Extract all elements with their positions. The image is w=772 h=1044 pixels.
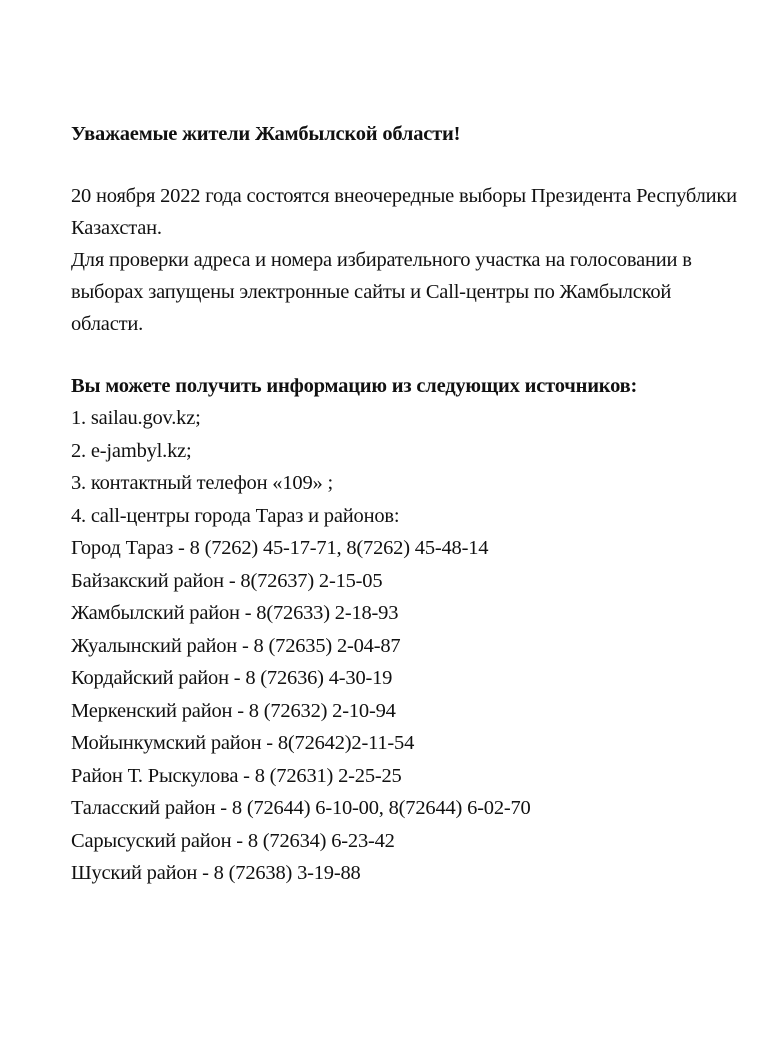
source-item: 3. контактный телефон «109» ; [71,472,333,494]
greeting-heading: Уважаемые жители Жамбылской области! [71,123,461,145]
sources-heading: Вы можете получить информацию из следующих источников: [71,375,638,397]
announcement-body [71,118,741,890]
spacer [71,340,741,370]
contacts-list [71,532,741,890]
contact-item: Город Тараз - 8 (7262) 45-17-71, 8(7262) 45-48-14 [71,537,489,559]
source-item: 1. sailau.gov.kz; [71,407,201,429]
spacer [71,150,741,180]
intro-line: области. [71,313,144,335]
contact-item: Сарысуский район - 8 (72634) 6-23-42 [71,829,395,852]
sources-list [71,402,741,532]
contact-item: Жуалынский район - 8 (72635) 2-04-87 [71,634,401,657]
intro-line: 20 ноября 2022 года состоятся внеочередные выборы Президента Республики [71,185,737,207]
contact-item: Жамбылский район - 8(72633) 2-18-93 [71,602,399,624]
contact-item: Байзакский район - 8(72637) 2-15-05 [71,569,383,592]
contact-item: Мойынкумский район - 8(72642)2-11-54 [71,732,415,754]
intro-paragraph [71,180,741,340]
contact-item: Таласский район - 8 (72644) 6-10-00, 8(72644) 6-02-70 [71,797,531,819]
contact-item: Шуский район - 8 (72638) 3-19-88 [71,862,361,884]
source-item: 2. e-jambyl.kz; [71,439,192,462]
intro-line: Для проверки адреса и номера избирательного участка на голосовании в [71,249,692,271]
contact-item: Кордайский район - 8 (72636) 4-30-19 [71,667,393,689]
intro-line: Казахстан. [71,217,162,239]
source-item: 4. call-центры города Тараз и районов: [71,504,400,527]
intro-line: выборах запущены электронные сайты и Call-центры по Жамбылской [71,281,672,303]
contact-item: Район Т. Рыскулова - 8 (72631) 2-25-25 [71,764,402,787]
contact-item: Меркенский район - 8 (72632) 2-10-94 [71,699,396,722]
